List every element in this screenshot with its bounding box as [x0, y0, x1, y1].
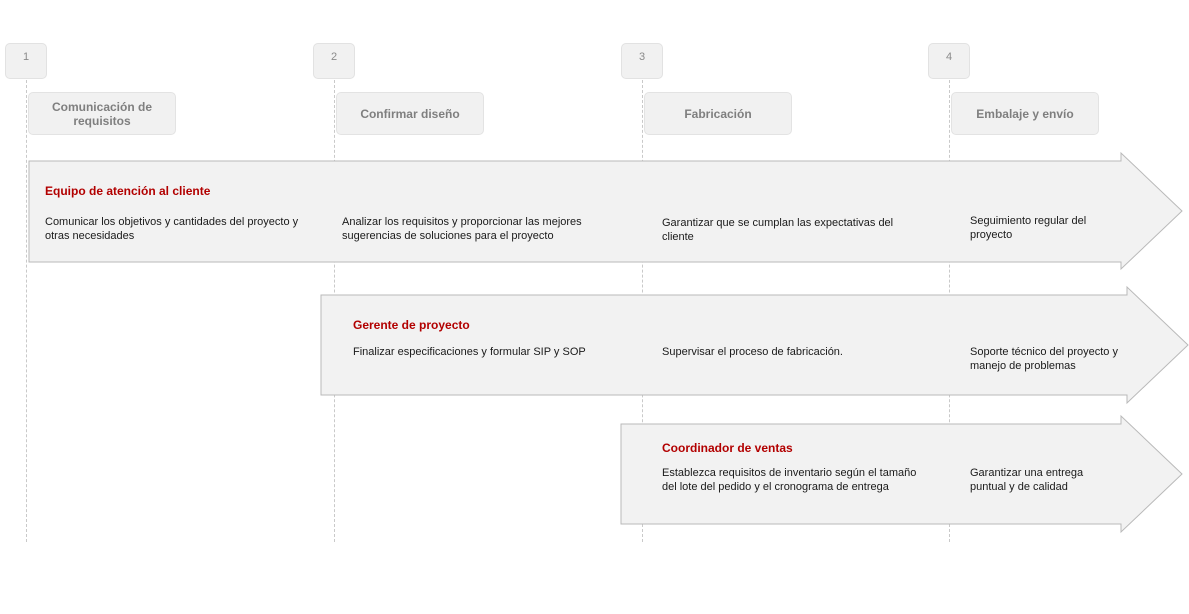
lane-3-title: Coordinador de ventas: [662, 441, 793, 455]
lane-1-title: Equipo de atención al cliente: [45, 184, 211, 198]
step-1-label: Comunicación de requisitos: [28, 92, 176, 135]
step-3-label: Fabricación: [644, 92, 792, 135]
step-2-label: Confirmar diseño: [336, 92, 484, 135]
lane-2-title: Gerente de proyecto: [353, 318, 470, 332]
lane-2-task-1: Finalizar especificaciones y formular SIP y SOP: [353, 346, 586, 358]
step-3-number: 3: [621, 43, 663, 79]
step-1-number: 1: [5, 43, 47, 79]
lane-1-task-4: Seguimiento regular del proyecto: [970, 215, 1087, 241]
lane-3-task-2: Garantizar una entrega puntual y de calidad: [970, 467, 1084, 493]
lane-1-task-3: Garantizar que se cumplan las expectativas del cliente: [662, 217, 894, 243]
lane-3-task-1: Establezca requisitos de inventario según el tamaño del lote del pedido y el cronograma de entrega: [662, 467, 917, 493]
step-4-label: Embalaje y envío: [951, 92, 1099, 135]
step-4-number: 4: [928, 43, 970, 79]
lane-2-task-3: Soporte técnico del proyecto y manejo de problemas: [970, 346, 1118, 372]
lane-1-task-1: Comunicar los objetivos y cantidades del proyecto y otras necesidades: [45, 216, 299, 242]
step-2-number: 2: [313, 43, 355, 79]
lane-1-arrow: [29, 153, 1182, 269]
lane-2-task-2: Supervisar el proceso de fabricación.: [662, 346, 843, 358]
lane-1-task-2: Analizar los requisitos y proporcionar las mejores sugerencias de soluciones para el proyecto: [342, 216, 582, 242]
